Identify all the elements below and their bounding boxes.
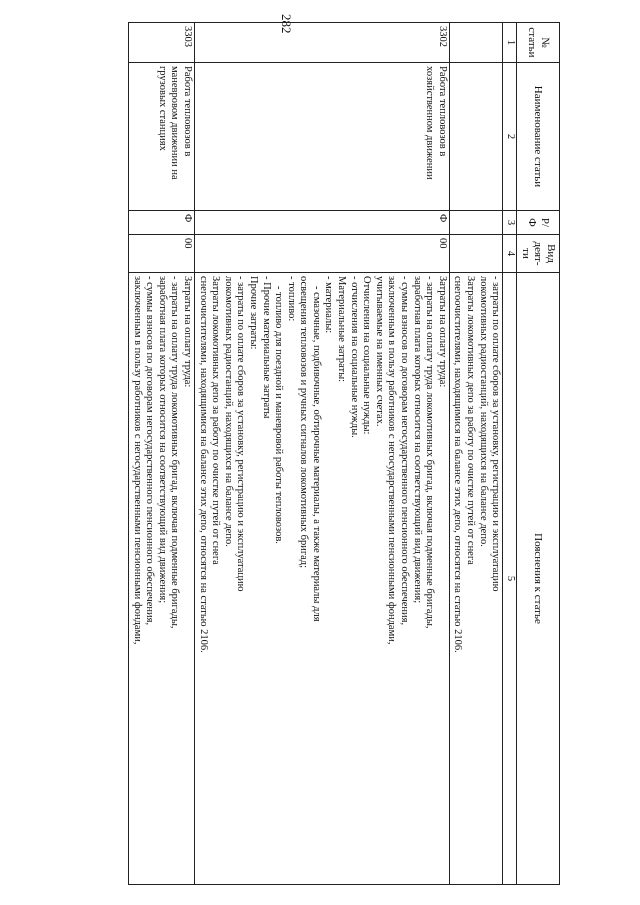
explanation-line: - суммы взносов по договорам негосударственного пенсионного обеспечения, (144, 276, 156, 626)
explanation-line: - затраты на оплату труда локомотивных бригад, включая подменные бригады, (169, 276, 181, 629)
explanation-line: - затраты по оплате сборов за установку, регистрацию и эксплуатацию (235, 276, 247, 592)
explanation-line: Затраты на оплату труда: (181, 276, 193, 388)
articles-table (128, 22, 560, 885)
rf-cell: Ф (194, 211, 449, 235)
explanation-line: заключенным в пользу работников с негосударственными пенсионными фондами, (131, 276, 143, 645)
column-number: 2 (503, 63, 517, 211)
page-number-text: 282 (279, 14, 294, 34)
explanation-line: Затраты на оплату труда: (436, 276, 448, 388)
explanation-line: освещения тепловозов и ручных сигналов локомотивных бригад; (298, 276, 310, 569)
explanation-line: локомотивных радиостанций, находящихся на балансе депо. (222, 276, 234, 547)
explanation-line: - отчисления на социальные нужды. (348, 276, 360, 438)
article-name-cell (449, 63, 502, 211)
rf-cell: Ф (129, 211, 195, 235)
explanation-line: Отчисления на социальные нужды: (361, 276, 373, 435)
explanation-line: заработная плата которых относится на соответствующий вид движения; (156, 276, 168, 604)
explanation-line: - Прочие материальные затраты (260, 276, 272, 419)
explanation-line: - материалы: (323, 276, 335, 334)
column-number: 4 (503, 235, 517, 273)
column-number: 1 (503, 23, 517, 63)
column-number-row (503, 23, 517, 885)
explanation-cell (449, 273, 502, 885)
explanation-cell (129, 273, 195, 885)
explanation-line: - затраты на оплату труда локомотивных бригад, включая подменные бригады, (424, 276, 436, 629)
header-row (517, 23, 560, 885)
table-body (129, 23, 503, 885)
table-row (449, 23, 502, 885)
explanation-line: - затраты по оплате сборов за установку, регистрацию и эксплуатацию (490, 276, 502, 592)
explanation-line: локомотивных радиостанций, находящихся на балансе депо. (477, 276, 489, 547)
header-explanations: Пояснения к статье (517, 273, 560, 885)
explanation-line: Затраты локомотивных депо за работу по очистке путей от снега (210, 276, 222, 565)
explanation-line: - суммы взносов по договорам негосударственного пенсионного обеспечения, (399, 276, 411, 626)
explanation-line: заключенным в пользу работников с негосударственными пенсионными фондами, (386, 276, 398, 645)
explanation-line: снегоочистителями, находящимися на балансе этих депо, относятся на статью 2106. (452, 276, 464, 653)
explanation-line: - топливо для поездной и маневровой работы тепловозов. (273, 286, 285, 544)
explanation-line: учитываемые на именных счетах. (373, 276, 385, 427)
article-name-cell: Работа тепловозов в маневровом движении на грузовых станциях (129, 63, 195, 211)
article-name-cell: Работа тепловозов в хозяйственном движении (194, 63, 449, 211)
explanation-line: - топливо: (285, 276, 297, 322)
explanation-line: Прочие затраты: (247, 276, 259, 350)
header-article-name: Наименование статьи (517, 63, 560, 211)
column-number: 3 (503, 211, 517, 235)
explanation-line: - смазочные, подбивочные, обтирочные материалы, а также материалы для (310, 286, 322, 622)
header-rf: Р/ Ф (517, 211, 560, 235)
explanation-line: Материальные затраты: (336, 276, 348, 383)
explanation-line: Затраты локомотивных депо за работу по очистке путей от снега (465, 276, 477, 565)
explanation-line: снегоочистителями, находящимися на балансе этих депо, относятся на статью 2106. (197, 276, 209, 653)
activity-type-cell (449, 235, 502, 273)
activity-type-cell: 00 (129, 235, 195, 273)
table-row (129, 23, 195, 885)
header-activity-type: Вид деят-ти (517, 235, 560, 273)
activity-type-cell: 00 (194, 235, 449, 273)
explanation-line: заработная плата которых относится на соответствующий вид движения; (411, 276, 423, 604)
rotated-table-container (80, 22, 560, 884)
table-row (194, 23, 449, 885)
explanation-cell (194, 273, 449, 885)
column-number: 5 (503, 273, 517, 885)
article-number-cell (449, 23, 502, 63)
article-number-cell: 3302 (194, 23, 449, 63)
rf-cell (449, 211, 502, 235)
article-number-cell: 3303 (129, 23, 195, 63)
header-article-number: № статьи (517, 23, 560, 63)
